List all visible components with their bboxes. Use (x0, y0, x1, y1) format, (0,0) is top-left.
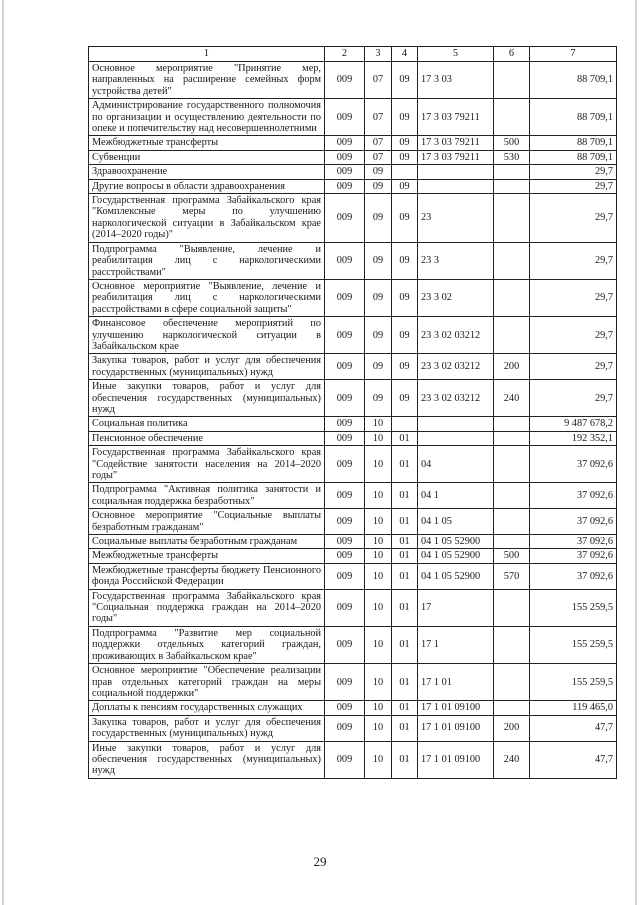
amount-cell: 155 259,5 (530, 626, 617, 663)
subsection-code-cell: 09 (392, 279, 418, 316)
table-row (89, 62, 617, 99)
table-row (89, 179, 617, 193)
row-name-cell: Пенсионное обеспечение (89, 431, 325, 445)
target-article-cell: 04 1 05 52900 (418, 535, 494, 549)
table-row (89, 380, 617, 417)
row-name-cell: Социальная политика (89, 417, 325, 431)
amount-cell: 119 465,0 (530, 701, 617, 715)
section-code-cell: 09 (365, 165, 392, 179)
ministry-code-cell: 009 (325, 317, 365, 354)
table-row (89, 431, 617, 445)
target-article-cell: 17 1 01 09100 (418, 701, 494, 715)
table-row (89, 589, 617, 626)
table-row (89, 741, 617, 778)
section-code-cell: 10 (365, 535, 392, 549)
target-article-cell: 17 (418, 589, 494, 626)
section-code-cell: 10 (365, 563, 392, 589)
section-code-cell: 09 (365, 354, 392, 380)
subsection-code-cell: 01 (392, 446, 418, 483)
expense-type-cell: 530 (494, 150, 530, 164)
ministry-code-cell: 009 (325, 99, 365, 136)
expense-type-cell (494, 165, 530, 179)
section-code-cell: 10 (365, 417, 392, 431)
subsection-code-cell: 09 (392, 317, 418, 354)
target-article-cell: 23 3 02 03212 (418, 317, 494, 354)
target-article-cell: 17 1 01 (418, 664, 494, 701)
row-name-cell: Межбюджетные трансферты (89, 549, 325, 563)
expense-type-cell (494, 664, 530, 701)
row-name-cell: Подпрограмма "Выявление, лечение и реабилитация лиц с наркологическими расстройствами" (89, 242, 325, 279)
target-article-cell: 04 (418, 446, 494, 483)
ministry-code-cell: 009 (325, 483, 365, 509)
expense-type-cell (494, 626, 530, 663)
ministry-code-cell: 009 (325, 150, 365, 164)
subsection-code-cell: 09 (392, 179, 418, 193)
section-code-cell: 07 (365, 136, 392, 150)
expense-type-cell (494, 509, 530, 535)
section-code-cell: 10 (365, 483, 392, 509)
table-row (89, 483, 617, 509)
subsection-code-cell: 09 (392, 194, 418, 243)
expense-type-cell (494, 589, 530, 626)
ministry-code-cell: 009 (325, 701, 365, 715)
table-row (89, 535, 617, 549)
ministry-code-cell: 009 (325, 417, 365, 431)
row-name-cell: Основное мероприятие "Выявление, лечение и реабилитация лиц с наркологическими расстройствами в сфере социальной защиты" (89, 279, 325, 316)
table-row (89, 150, 617, 164)
subsection-code-cell: 01 (392, 664, 418, 701)
section-code-cell: 07 (365, 62, 392, 99)
scan-edge-right (635, 0, 637, 905)
subsection-code-cell: 01 (392, 626, 418, 663)
ministry-code-cell: 009 (325, 715, 365, 741)
section-code-cell: 09 (365, 279, 392, 316)
subsection-code-cell: 09 (392, 354, 418, 380)
target-article-cell (418, 165, 494, 179)
target-article-cell: 23 3 (418, 242, 494, 279)
subsection-code-cell: 09 (392, 136, 418, 150)
expense-type-cell: 200 (494, 715, 530, 741)
amount-cell: 29,7 (530, 242, 617, 279)
section-code-cell: 09 (365, 242, 392, 279)
table-row (89, 194, 617, 243)
subsection-code-cell: 01 (392, 715, 418, 741)
table-row (89, 626, 617, 663)
ministry-code-cell: 009 (325, 380, 365, 417)
table-row (89, 446, 617, 483)
amount-cell: 29,7 (530, 354, 617, 380)
subsection-code-cell: 01 (392, 535, 418, 549)
row-name-cell: Подпрограмма "Развитие мер социальной поддержки отдельных категорий граждан, проживающих в Забайкальском крае" (89, 626, 325, 663)
expense-type-cell (494, 431, 530, 445)
header-row (89, 47, 617, 62)
row-name-cell: Основное мероприятие "Социальные выплаты безработным гражданам" (89, 509, 325, 535)
section-code-cell: 10 (365, 509, 392, 535)
table-row (89, 664, 617, 701)
target-article-cell: 17 3 03 79211 (418, 150, 494, 164)
row-name-cell: Иные закупки товаров, работ и услуг для обеспечения государственных (муниципальных) нужд (89, 380, 325, 417)
expense-type-cell: 570 (494, 563, 530, 589)
amount-cell: 37 092,6 (530, 563, 617, 589)
amount-cell: 192 352,1 (530, 431, 617, 445)
expense-type-cell: 240 (494, 380, 530, 417)
target-article-cell: 04 1 (418, 483, 494, 509)
row-name-cell: Закупка товаров, работ и услуг для обеспечения государственных (муниципальных) нужд (89, 354, 325, 380)
amount-cell: 37 092,6 (530, 549, 617, 563)
target-article-cell: 17 1 01 09100 (418, 741, 494, 778)
expense-type-cell (494, 417, 530, 431)
target-article-cell: 23 3 02 (418, 279, 494, 316)
amount-cell: 29,7 (530, 165, 617, 179)
section-code-cell: 10 (365, 701, 392, 715)
table-row (89, 509, 617, 535)
table-row (89, 563, 617, 589)
expense-type-cell (494, 701, 530, 715)
target-article-cell (418, 417, 494, 431)
row-name-cell: Здравоохранение (89, 165, 325, 179)
expense-type-cell (494, 446, 530, 483)
row-name-cell: Государственная программа Забайкальского края "Содействие занятости населения на 2014–2020 годы" (89, 446, 325, 483)
header-cell: 2 (325, 47, 365, 62)
target-article-cell: 04 1 05 52900 (418, 549, 494, 563)
table-row (89, 317, 617, 354)
subsection-code-cell: 09 (392, 99, 418, 136)
amount-cell: 29,7 (530, 179, 617, 193)
ministry-code-cell: 009 (325, 354, 365, 380)
section-code-cell: 09 (365, 179, 392, 193)
ministry-code-cell: 009 (325, 535, 365, 549)
row-name-cell: Социальные выплаты безработным гражданам (89, 535, 325, 549)
section-code-cell: 10 (365, 549, 392, 563)
budget-table (88, 46, 617, 779)
table-row (89, 165, 617, 179)
subsection-code-cell: 01 (392, 589, 418, 626)
table-row (89, 99, 617, 136)
row-name-cell: Другие вопросы в области здравоохранения (89, 179, 325, 193)
expense-type-cell (494, 279, 530, 316)
ministry-code-cell: 009 (325, 431, 365, 445)
row-name-cell: Межбюджетные трансферты (89, 136, 325, 150)
ministry-code-cell: 009 (325, 136, 365, 150)
header-cell: 5 (418, 47, 494, 62)
amount-cell: 47,7 (530, 741, 617, 778)
header-cell: 6 (494, 47, 530, 62)
expense-type-cell (494, 483, 530, 509)
expense-type-cell (494, 242, 530, 279)
expense-type-cell (494, 62, 530, 99)
ministry-code-cell: 009 (325, 664, 365, 701)
ministry-code-cell: 009 (325, 165, 365, 179)
page-number: 29 (313, 854, 327, 869)
header-cell: 3 (365, 47, 392, 62)
section-code-cell: 07 (365, 150, 392, 164)
row-name-cell: Администрирование государственного полномочия по организации и осуществлению деятельности по опеке и попечительству над несовершеннолетними (89, 99, 325, 136)
ministry-code-cell: 009 (325, 589, 365, 626)
amount-cell: 37 092,6 (530, 535, 617, 549)
amount-cell: 37 092,6 (530, 509, 617, 535)
amount-cell: 29,7 (530, 279, 617, 316)
row-name-cell: Закупка товаров, работ и услуг для обеспечения государственных (муниципальных) нужд (89, 715, 325, 741)
section-code-cell: 10 (365, 664, 392, 701)
budget-table-body (89, 47, 617, 779)
amount-cell: 155 259,5 (530, 664, 617, 701)
ministry-code-cell: 009 (325, 509, 365, 535)
amount-cell: 88 709,1 (530, 150, 617, 164)
subsection-code-cell (392, 417, 418, 431)
subsection-code-cell (392, 165, 418, 179)
expense-type-cell (494, 194, 530, 243)
subsection-code-cell: 01 (392, 701, 418, 715)
ministry-code-cell: 009 (325, 446, 365, 483)
amount-cell: 47,7 (530, 715, 617, 741)
row-name-cell: Государственная программа Забайкальского края "Комплексные меры по улучшению наркологической ситуации в Забайкальском крае (2014–2020 годы)" (89, 194, 325, 243)
section-code-cell: 10 (365, 431, 392, 445)
expense-type-cell (494, 317, 530, 354)
expense-type-cell: 500 (494, 549, 530, 563)
expense-type-cell (494, 179, 530, 193)
row-name-cell: Государственная программа Забайкальского края "Социальная поддержка граждан на 2014–2020 годы" (89, 589, 325, 626)
table-row (89, 715, 617, 741)
ministry-code-cell: 009 (325, 741, 365, 778)
target-article-cell: 17 1 (418, 626, 494, 663)
expense-type-cell: 240 (494, 741, 530, 778)
header-cell: 1 (89, 47, 325, 62)
target-article-cell: 17 3 03 79211 (418, 99, 494, 136)
section-code-cell: 07 (365, 99, 392, 136)
amount-cell: 88 709,1 (530, 62, 617, 99)
subsection-code-cell: 09 (392, 62, 418, 99)
row-name-cell: Иные закупки товаров, работ и услуг для обеспечения государственных (муниципальных) нужд (89, 741, 325, 778)
subsection-code-cell: 01 (392, 509, 418, 535)
section-code-cell: 10 (365, 715, 392, 741)
amount-cell: 9 487 678,2 (530, 417, 617, 431)
target-article-cell: 04 1 05 (418, 509, 494, 535)
amount-cell: 29,7 (530, 194, 617, 243)
subsection-code-cell: 09 (392, 380, 418, 417)
ministry-code-cell: 009 (325, 549, 365, 563)
subsection-code-cell: 09 (392, 150, 418, 164)
ministry-code-cell: 009 (325, 279, 365, 316)
subsection-code-cell: 09 (392, 242, 418, 279)
target-article-cell: 23 3 02 03212 (418, 354, 494, 380)
target-article-cell: 17 3 03 (418, 62, 494, 99)
target-article-cell: 04 1 05 52900 (418, 563, 494, 589)
table-row (89, 279, 617, 316)
amount-cell: 37 092,6 (530, 483, 617, 509)
ministry-code-cell: 009 (325, 194, 365, 243)
section-code-cell: 10 (365, 446, 392, 483)
section-code-cell: 09 (365, 317, 392, 354)
target-article-cell: 17 1 01 09100 (418, 715, 494, 741)
table-row (89, 136, 617, 150)
row-name-cell: Субвенции (89, 150, 325, 164)
subsection-code-cell: 01 (392, 563, 418, 589)
target-article-cell: 17 3 03 79211 (418, 136, 494, 150)
section-code-cell: 10 (365, 589, 392, 626)
row-name-cell: Основное мероприятие "Принятие мер, направленных на расширение семейных форм устройства детей" (89, 62, 325, 99)
subsection-code-cell: 01 (392, 431, 418, 445)
target-article-cell (418, 179, 494, 193)
target-article-cell (418, 431, 494, 445)
table-row (89, 354, 617, 380)
ministry-code-cell: 009 (325, 563, 365, 589)
scan-edge-left (2, 0, 4, 905)
ministry-code-cell: 009 (325, 626, 365, 663)
ministry-code-cell: 009 (325, 179, 365, 193)
subsection-code-cell: 01 (392, 549, 418, 563)
amount-cell: 88 709,1 (530, 136, 617, 150)
row-name-cell: Основное мероприятие "Обеспечение реализации прав отдельных категорий граждан на меры социальной поддержки" (89, 664, 325, 701)
row-name-cell: Подпрограмма "Активная политика занятости и социальная поддержка безработных" (89, 483, 325, 509)
expense-type-cell (494, 535, 530, 549)
expense-type-cell: 500 (494, 136, 530, 150)
expense-type-cell (494, 99, 530, 136)
amount-cell: 88 709,1 (530, 99, 617, 136)
subsection-code-cell: 01 (392, 483, 418, 509)
section-code-cell: 09 (365, 380, 392, 417)
table-row (89, 242, 617, 279)
row-name-cell: Межбюджетные трансферты бюджету Пенсионного фонда Российской Федерации (89, 563, 325, 589)
table-row (89, 549, 617, 563)
ministry-code-cell: 009 (325, 62, 365, 99)
subsection-code-cell: 01 (392, 741, 418, 778)
amount-cell: 29,7 (530, 317, 617, 354)
header-cell: 7 (530, 47, 617, 62)
section-code-cell: 10 (365, 741, 392, 778)
table-row (89, 417, 617, 431)
amount-cell: 37 092,6 (530, 446, 617, 483)
ministry-code-cell: 009 (325, 242, 365, 279)
amount-cell: 29,7 (530, 380, 617, 417)
section-code-cell: 10 (365, 626, 392, 663)
target-article-cell: 23 3 02 03212 (418, 380, 494, 417)
target-article-cell: 23 (418, 194, 494, 243)
header-cell: 4 (392, 47, 418, 62)
expense-type-cell: 200 (494, 354, 530, 380)
row-name-cell: Финансовое обеспечение мероприятий по улучшению наркологической ситуации в Забайкальском крае (89, 317, 325, 354)
amount-cell: 155 259,5 (530, 589, 617, 626)
table-row (89, 701, 617, 715)
section-code-cell: 09 (365, 194, 392, 243)
row-name-cell: Доплаты к пенсиям государственных служащих (89, 701, 325, 715)
